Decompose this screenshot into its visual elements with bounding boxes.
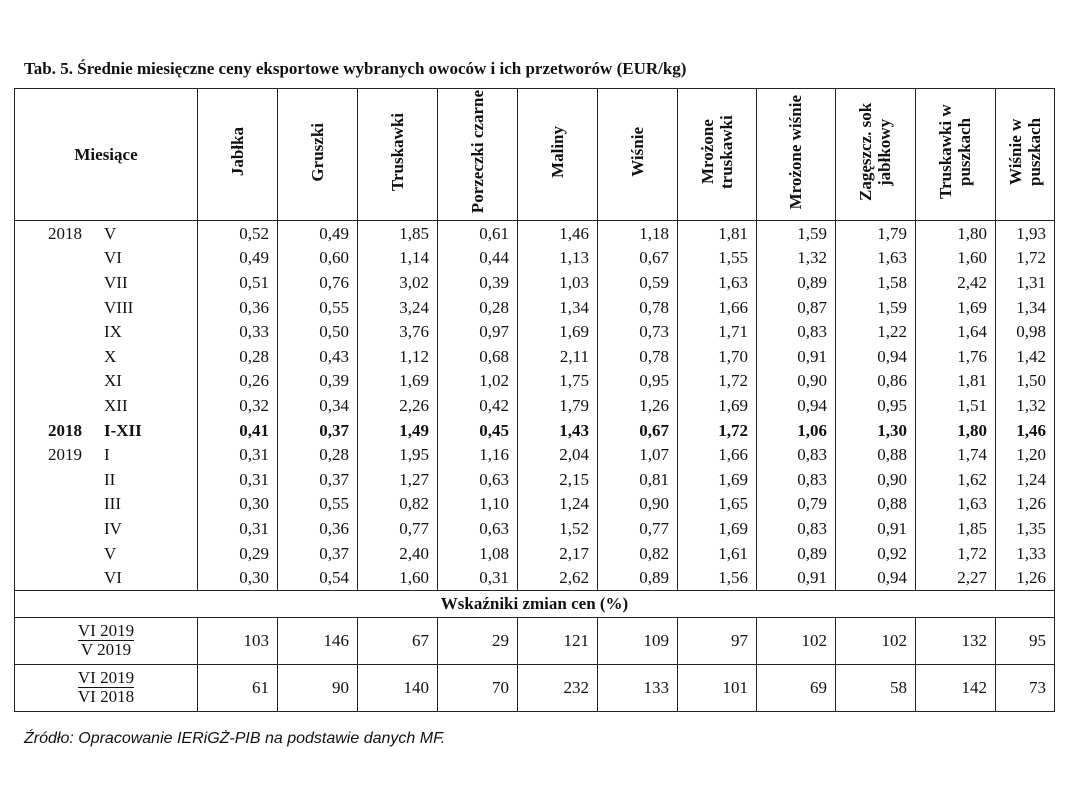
price-cell: 1,16	[438, 442, 518, 467]
price-cell: 0,52	[198, 221, 278, 246]
price-cell: 0,63	[438, 467, 518, 492]
period-fraction	[78, 622, 134, 660]
price-cell: 1,03	[518, 270, 598, 295]
price-cell: 0,39	[278, 369, 358, 394]
price-cell: 0,32	[198, 393, 278, 418]
price-cell: 0,89	[757, 270, 836, 295]
price-cell: 0,61	[438, 221, 518, 246]
price-cell: 0,79	[757, 492, 836, 517]
price-cell: 0,39	[438, 270, 518, 295]
price-cell: 0,55	[278, 295, 358, 320]
price-cell: 1,76	[916, 344, 996, 369]
index-cell: 95	[996, 617, 1055, 664]
price-cell: 0,82	[598, 541, 678, 566]
price-cell: 0,36	[198, 295, 278, 320]
price-cell: 0,67	[598, 246, 678, 271]
index-cell: 146	[278, 617, 358, 664]
price-cell: 0,91	[757, 565, 836, 590]
price-cell: 1,31	[996, 270, 1055, 295]
price-cell: 3,24	[358, 295, 438, 320]
table-row	[15, 541, 1055, 566]
month-cell	[15, 565, 198, 590]
price-cell: 1,62	[916, 467, 996, 492]
price-cell: 1,74	[916, 442, 996, 467]
price-cell: 0,94	[836, 344, 916, 369]
year-label: 2018	[48, 420, 82, 440]
price-cell: 3,76	[358, 319, 438, 344]
column-header-label: Porzeczki czarne	[467, 90, 487, 214]
price-cell: 1,69	[678, 393, 757, 418]
price-cell: 1,58	[836, 270, 916, 295]
price-cell: 2,15	[518, 467, 598, 492]
price-cell: 1,72	[678, 418, 757, 443]
column-header-label: Truskawki w puszkach	[936, 104, 975, 200]
price-cell: 0,49	[278, 221, 358, 246]
index-period-cell	[15, 617, 198, 664]
month-label: X	[104, 346, 117, 366]
price-cell: 1,49	[358, 418, 438, 443]
index-cell: 140	[358, 664, 438, 711]
price-cell: 0,44	[438, 246, 518, 271]
month-cell	[15, 492, 198, 517]
fraction-numerator: VI 2019	[77, 667, 135, 687]
price-cell: 0,92	[836, 541, 916, 566]
price-cell: 0,91	[757, 344, 836, 369]
month-cell	[15, 516, 198, 541]
index-cell: 73	[996, 664, 1055, 711]
price-cell: 1,18	[598, 221, 678, 246]
price-cell: 0,89	[598, 565, 678, 590]
table-row	[15, 319, 1055, 344]
column-header-label: Wiśnie	[627, 127, 647, 177]
price-cell: 1,26	[598, 393, 678, 418]
index-cell: 102	[836, 617, 916, 664]
price-cell: 1,50	[996, 369, 1055, 394]
month-cell	[15, 344, 198, 369]
price-cell: 3,02	[358, 270, 438, 295]
price-cell: 0,88	[836, 492, 916, 517]
price-cell: 0,91	[836, 516, 916, 541]
month-label: III	[104, 494, 121, 514]
price-cell: 2,26	[358, 393, 438, 418]
table-title: Tab. 5. Średnie miesięczne ceny eksportowe wybranych owoców i ich przetworów (EUR/kg)	[24, 59, 687, 78]
price-cell: 0,83	[757, 516, 836, 541]
price-cell: 1,02	[438, 369, 518, 394]
month-label: I	[104, 445, 110, 465]
price-cell: 2,27	[916, 565, 996, 590]
month-label: IV	[104, 518, 122, 538]
column-header-label: Truskawki	[387, 112, 407, 192]
price-cell: 0,45	[438, 418, 518, 443]
price-cell: 1,46	[996, 418, 1055, 443]
price-cell: 1,35	[996, 516, 1055, 541]
period-fraction	[78, 669, 134, 707]
year-label: 2019	[48, 445, 82, 465]
index-cell: 69	[757, 664, 836, 711]
table-row	[15, 565, 1055, 590]
price-cell: 1,14	[358, 246, 438, 271]
price-cell: 0,83	[757, 442, 836, 467]
price-cell: 1,13	[518, 246, 598, 271]
month-label: XII	[104, 395, 128, 415]
column-header	[757, 89, 836, 221]
price-cell: 0,95	[836, 393, 916, 418]
column-header-label: Mrożone truskawki	[697, 115, 736, 189]
month-cell	[15, 418, 198, 443]
price-cell: 0,30	[198, 492, 278, 517]
price-cell: 1,71	[678, 319, 757, 344]
price-cell: 0,30	[198, 565, 278, 590]
table-row	[15, 418, 1055, 443]
price-cell: 0,50	[278, 319, 358, 344]
month-label: VIII	[104, 297, 134, 317]
price-cell: 1,79	[518, 393, 598, 418]
index-cell: 58	[836, 664, 916, 711]
price-cell: 0,83	[757, 467, 836, 492]
source-note: Źródło: Opracowanie IERiGŻ-PIB na podstawie danych MF.	[24, 730, 446, 747]
price-cell: 1,72	[916, 541, 996, 566]
month-label: V	[104, 223, 117, 243]
table-row	[15, 344, 1055, 369]
price-cell: 1,63	[836, 246, 916, 271]
price-cell: 0,37	[278, 541, 358, 566]
price-cell: 1,75	[518, 369, 598, 394]
table-row	[15, 369, 1055, 394]
price-cell: 0,76	[278, 270, 358, 295]
column-header	[438, 89, 518, 221]
index-period-cell	[15, 664, 198, 711]
price-cell: 1,81	[678, 221, 757, 246]
price-cell: 1,33	[996, 541, 1055, 566]
price-cell: 1,07	[598, 442, 678, 467]
price-cell: 1,24	[996, 467, 1055, 492]
fraction-numerator: VI 2019	[77, 620, 135, 640]
price-cell: 1,12	[358, 344, 438, 369]
price-cell: 0,31	[198, 467, 278, 492]
price-cell: 1,69	[358, 369, 438, 394]
month-label: IX	[104, 322, 122, 342]
price-cell: 1,32	[757, 246, 836, 271]
price-cell: 1,93	[996, 221, 1055, 246]
index-cell: 101	[678, 664, 757, 711]
table-row	[15, 467, 1055, 492]
index-cell: 97	[678, 617, 757, 664]
price-cell: 0,73	[598, 319, 678, 344]
price-cell: 1,42	[996, 344, 1055, 369]
price-cell: 1,51	[916, 393, 996, 418]
price-cell: 0,59	[598, 270, 678, 295]
price-cell: 1,32	[996, 393, 1055, 418]
price-cell: 1,69	[518, 319, 598, 344]
price-cell: 0,43	[278, 344, 358, 369]
price-cell: 1,30	[836, 418, 916, 443]
month-cell	[15, 467, 198, 492]
price-cell: 1,61	[678, 541, 757, 566]
column-header-label: Maliny	[547, 126, 567, 178]
price-cell: 0,95	[598, 369, 678, 394]
price-cell: 1,59	[836, 295, 916, 320]
price-cell: 0,97	[438, 319, 518, 344]
price-cell: 1,64	[916, 319, 996, 344]
price-cell: 2,17	[518, 541, 598, 566]
price-cell: 1,08	[438, 541, 518, 566]
column-header-label: Gruszki	[307, 122, 327, 182]
fraction-denominator: V 2019	[80, 640, 132, 660]
price-cell: 0,89	[757, 541, 836, 566]
price-cell: 1,60	[358, 565, 438, 590]
price-cell: 0,36	[278, 516, 358, 541]
price-cell: 1,69	[678, 467, 757, 492]
price-cell: 1,85	[358, 221, 438, 246]
price-cell: 0,77	[358, 516, 438, 541]
index-cell: 109	[598, 617, 678, 664]
index-cell: 67	[358, 617, 438, 664]
price-cell: 2,04	[518, 442, 598, 467]
price-cell: 1,10	[438, 492, 518, 517]
price-cell: 1,66	[678, 442, 757, 467]
price-cell: 0,78	[598, 295, 678, 320]
index-cell: 132	[916, 617, 996, 664]
price-cell: 2,62	[518, 565, 598, 590]
price-cell: 0,34	[278, 393, 358, 418]
price-cell: 0,82	[358, 492, 438, 517]
export-prices-table	[14, 88, 1055, 712]
price-cell: 0,67	[598, 418, 678, 443]
index-cell: 102	[757, 617, 836, 664]
price-cell: 2,40	[358, 541, 438, 566]
price-cell: 0,86	[836, 369, 916, 394]
index-cell: 90	[278, 664, 358, 711]
price-cell: 0,28	[198, 344, 278, 369]
price-cell: 1,59	[757, 221, 836, 246]
column-header-label: Zagęszcz. sok jabłkowy	[856, 102, 895, 202]
month-label: VII	[104, 272, 128, 292]
index-cell: 70	[438, 664, 518, 711]
price-cell: 0,98	[996, 319, 1055, 344]
index-cell: 232	[518, 664, 598, 711]
index-cell: 142	[916, 664, 996, 711]
price-cell: 1,60	[916, 246, 996, 271]
price-cell: 1,46	[518, 221, 598, 246]
index-row	[15, 617, 1055, 664]
column-header-label: Mrożone wiśnie	[786, 94, 806, 210]
price-cell: 0,77	[598, 516, 678, 541]
column-header	[278, 89, 358, 221]
price-cell: 1,72	[678, 369, 757, 394]
month-label: VI	[104, 248, 122, 268]
table-row	[15, 270, 1055, 295]
price-cell: 0,42	[438, 393, 518, 418]
column-header	[836, 89, 916, 221]
table-row	[15, 246, 1055, 271]
price-cell: 0,37	[278, 467, 358, 492]
fraction-denominator: VI 2018	[77, 687, 135, 707]
month-cell	[15, 369, 198, 394]
column-header	[358, 89, 438, 221]
table-row	[15, 221, 1055, 246]
price-cell: 1,27	[358, 467, 438, 492]
price-cell: 1,24	[518, 492, 598, 517]
price-cell: 1,22	[836, 319, 916, 344]
month-cell	[15, 295, 198, 320]
price-cell: 1,69	[678, 516, 757, 541]
index-cell: 133	[598, 664, 678, 711]
price-cell: 0,28	[438, 295, 518, 320]
index-cell: 61	[198, 664, 278, 711]
section-row	[15, 590, 1055, 617]
price-cell: 0,37	[278, 418, 358, 443]
column-header	[916, 89, 996, 221]
price-cell: 1,34	[518, 295, 598, 320]
month-cell	[15, 270, 198, 295]
price-cell: 2,11	[518, 344, 598, 369]
price-cell: 1,63	[678, 270, 757, 295]
index-cell: 29	[438, 617, 518, 664]
price-cell: 0,90	[598, 492, 678, 517]
price-cell: 0,51	[198, 270, 278, 295]
price-cell: 1,72	[996, 246, 1055, 271]
month-label: VI	[104, 568, 122, 588]
price-cell: 0,26	[198, 369, 278, 394]
price-cell: 1,80	[916, 221, 996, 246]
month-label: I-XII	[104, 420, 142, 440]
price-cell: 1,56	[678, 565, 757, 590]
price-cell: 0,94	[836, 565, 916, 590]
index-cell: 121	[518, 617, 598, 664]
price-cell: 0,63	[438, 516, 518, 541]
price-cell: 1,06	[757, 418, 836, 443]
price-cell: 0,68	[438, 344, 518, 369]
price-cell: 0,55	[278, 492, 358, 517]
price-cell: 0,87	[757, 295, 836, 320]
price-cell: 0,78	[598, 344, 678, 369]
price-cell: 0,31	[198, 516, 278, 541]
price-cell: 0,28	[278, 442, 358, 467]
month-cell	[15, 246, 198, 271]
price-cell: 1,81	[916, 369, 996, 394]
column-header-label: Wiśnie w puszkach	[1005, 117, 1044, 187]
price-cell: 0,83	[757, 319, 836, 344]
price-cell: 0,88	[836, 442, 916, 467]
column-header	[198, 89, 278, 221]
column-header	[598, 89, 678, 221]
month-cell	[15, 541, 198, 566]
price-cell: 0,94	[757, 393, 836, 418]
price-cell: 1,70	[678, 344, 757, 369]
price-cell: 0,49	[198, 246, 278, 271]
price-cell: 0,31	[438, 565, 518, 590]
price-cell: 0,81	[598, 467, 678, 492]
index-row	[15, 664, 1055, 711]
price-cell: 1,52	[518, 516, 598, 541]
month-label: XI	[104, 371, 122, 391]
price-cell: 0,29	[198, 541, 278, 566]
price-cell: 0,60	[278, 246, 358, 271]
price-cell: 1,65	[678, 492, 757, 517]
year-label: 2018	[48, 223, 82, 243]
table-row	[15, 516, 1055, 541]
price-cell: 0,90	[757, 369, 836, 394]
column-header-label: Jabłka	[227, 127, 247, 177]
price-cell: 1,95	[358, 442, 438, 467]
header-month: Miesiące	[15, 89, 198, 221]
price-cell: 0,33	[198, 319, 278, 344]
price-cell: 1,34	[996, 295, 1055, 320]
table-row	[15, 295, 1055, 320]
month-label: II	[104, 469, 116, 489]
price-cell: 0,90	[836, 467, 916, 492]
price-cell: 0,41	[198, 418, 278, 443]
column-header	[518, 89, 598, 221]
month-cell	[15, 221, 198, 246]
price-cell: 1,26	[996, 565, 1055, 590]
month-cell	[15, 319, 198, 344]
table-row	[15, 492, 1055, 517]
month-label: V	[104, 543, 117, 563]
column-header	[678, 89, 757, 221]
price-cell: 1,80	[916, 418, 996, 443]
section-label: Wskaźniki zmian cen (%)	[15, 590, 1055, 617]
price-cell: 1,85	[916, 516, 996, 541]
price-cell: 1,55	[678, 246, 757, 271]
price-cell: 2,42	[916, 270, 996, 295]
price-cell: 1,69	[916, 295, 996, 320]
month-cell	[15, 393, 198, 418]
price-cell: 1,20	[996, 442, 1055, 467]
price-cell: 0,54	[278, 565, 358, 590]
price-cell: 1,63	[916, 492, 996, 517]
price-cell: 1,26	[996, 492, 1055, 517]
table-row	[15, 442, 1055, 467]
price-cell: 0,31	[198, 442, 278, 467]
index-cell: 103	[198, 617, 278, 664]
price-cell: 1,43	[518, 418, 598, 443]
header-row	[15, 89, 1055, 221]
table-body	[15, 221, 1055, 712]
price-cell: 1,66	[678, 295, 757, 320]
price-cell: 1,79	[836, 221, 916, 246]
column-header	[996, 89, 1055, 221]
table-row	[15, 393, 1055, 418]
month-cell	[15, 442, 198, 467]
